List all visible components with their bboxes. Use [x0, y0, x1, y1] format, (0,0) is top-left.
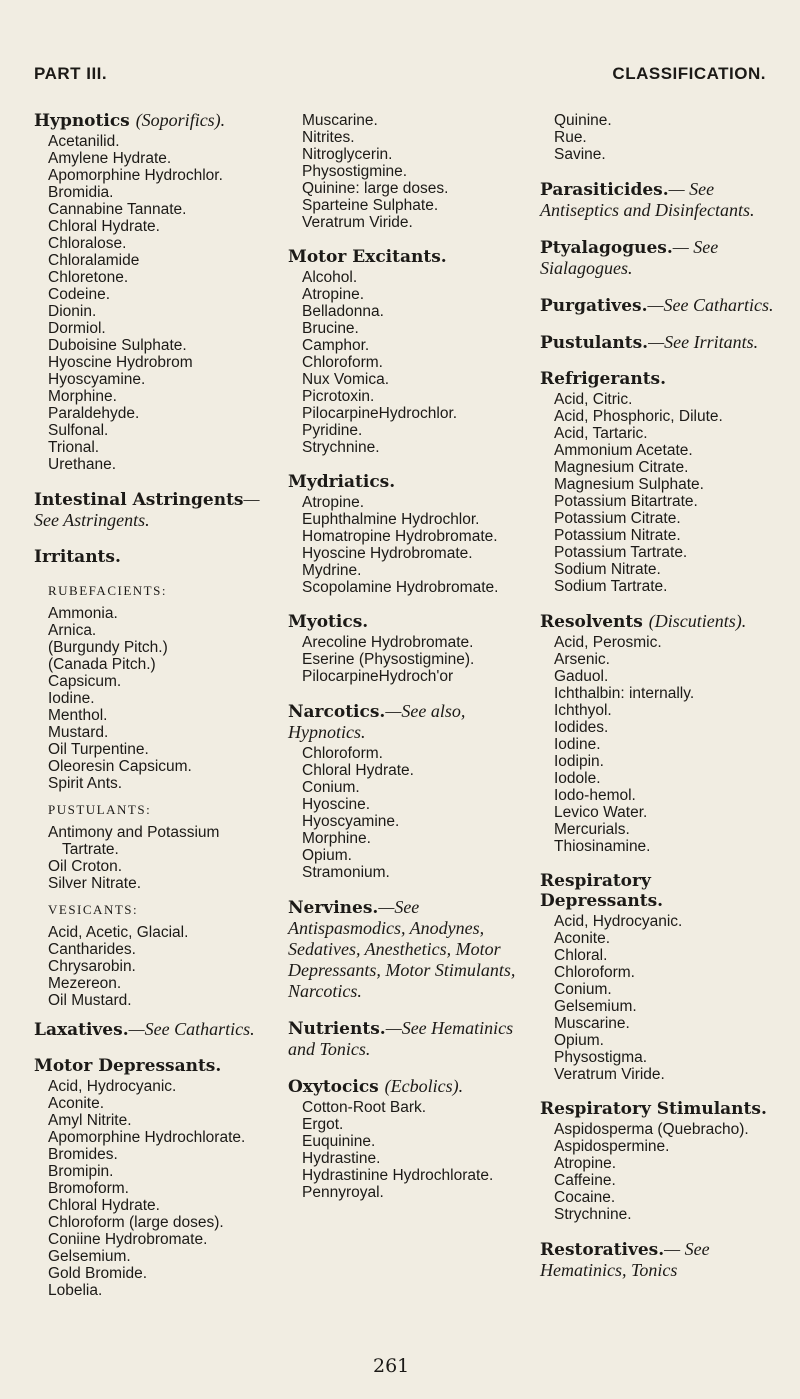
heading-title: Narcotics. — [288, 702, 386, 722]
list-item: Conium. — [302, 779, 360, 796]
index-section — [34, 802, 274, 892]
list-item: Mezereon. — [48, 975, 122, 992]
cross-reference: —See also, Hypnotics. — [288, 701, 466, 742]
list-item: Dormiol. — [48, 320, 106, 337]
heading-title: Parasiticides. — [540, 180, 669, 200]
list-item: Lobelia. — [48, 1282, 103, 1299]
section-heading — [288, 472, 526, 492]
list-item: Physostigma. — [554, 1049, 648, 1066]
heading-title: Nervines. — [288, 898, 379, 918]
cross-reference: (Discutients). — [648, 611, 747, 631]
list-item: Sodium Tartrate. — [554, 578, 668, 595]
subheading: VESICANTS: — [48, 902, 139, 917]
list-item: Gelsemium. — [554, 998, 637, 1015]
index-section — [288, 701, 526, 881]
list-item: Magnesium Citrate. — [554, 459, 689, 476]
section-heading — [288, 897, 526, 1002]
index-section — [540, 295, 778, 316]
list-item: Potassium Citrate. — [554, 510, 681, 527]
part-header: PART III. — [34, 64, 108, 83]
list-item: Aconite. — [48, 1095, 105, 1112]
list-item: Chloroform. — [302, 354, 383, 371]
list-item: Chloralose. — [48, 235, 127, 252]
list-item: Thiosinamine. — [554, 838, 651, 855]
list-item: Chloralamide — [48, 252, 140, 269]
item-list — [288, 494, 526, 596]
list-item: Cocaine. — [554, 1189, 616, 1206]
item-list — [540, 391, 778, 595]
index-section — [540, 871, 778, 1083]
list-item: Silver Nitrate. — [48, 875, 142, 892]
heading-title: Motor Depressants. — [34, 1056, 222, 1076]
item-list — [34, 924, 274, 1009]
cross-reference: —See Hematinics and Tonics. — [288, 1018, 514, 1059]
list-item: Rue. — [554, 129, 587, 146]
index-section — [288, 1018, 526, 1060]
list-item: Sulfonal. — [48, 422, 109, 439]
list-item: Magnesium Sulphate. — [554, 476, 704, 493]
list-item: Hyoscyamine. — [48, 371, 146, 388]
index-section — [34, 583, 274, 792]
list-item: Gaduol. — [554, 668, 609, 685]
list-item: Hydrastinine Hydrochlorate. — [302, 1167, 494, 1184]
heading-title: Mydriatics. — [288, 472, 396, 492]
list-item: Scopolamine Hydrobromate. — [302, 579, 499, 596]
list-item: Chloral Hydrate. — [302, 762, 414, 779]
list-item: Hyoscyamine. — [302, 813, 400, 830]
cross-reference: (Ecbolics). — [384, 1076, 464, 1096]
heading-title: Laxatives. — [34, 1020, 129, 1040]
subheading: PUSTULANTS: — [48, 802, 152, 817]
cross-reference: —See Cathartics. — [128, 1019, 255, 1039]
cross-reference: —See Irritants. — [648, 332, 759, 352]
list-item: Chloral. — [554, 947, 608, 964]
heading-title: Hypnotics — [34, 111, 136, 131]
list-item: Euphthalmine Hydrochlor. — [302, 511, 480, 528]
list-item: Antimony and Potassium Tartrate. — [48, 824, 220, 858]
list-item: Cannabine Tannate. — [48, 201, 187, 218]
list-item: Mustard. — [48, 724, 109, 741]
section-heading — [34, 547, 274, 567]
column-1 — [34, 110, 274, 1315]
list-item: Morphine. — [48, 388, 117, 405]
index-section — [540, 1239, 778, 1281]
index-section — [288, 897, 526, 1002]
item-list — [288, 745, 526, 881]
column-2 — [288, 110, 526, 1315]
section-heading — [540, 1239, 778, 1281]
list-item: Acid, Tartaric. — [554, 425, 648, 442]
list-item: Potassium Nitrate. — [554, 527, 681, 544]
index-section — [540, 369, 778, 595]
heading-title: Respiratory Depressants. — [540, 871, 664, 911]
list-item: Morphine. — [302, 830, 371, 847]
list-item: Conium. — [554, 981, 612, 998]
list-item: Veratrum Viride. — [554, 1066, 665, 1083]
list-item: Codeine. — [48, 286, 111, 303]
list-item: Hyoscine. — [302, 796, 371, 813]
index-section — [288, 112, 526, 231]
list-item: Bromoform. — [48, 1180, 129, 1197]
heading-title: Respiratory Stimulants. — [540, 1099, 767, 1119]
list-item: Atropine. — [554, 1155, 617, 1172]
index-section — [34, 902, 274, 1009]
list-item: Hyoscine Hydrobromate. — [302, 545, 473, 562]
section-heading — [34, 1056, 274, 1076]
cross-reference: —See Antispasmodics, Anodynes, Sedatives, Anesthetics, Motor Depressants, Motor Stimulants, Narcotics. — [288, 897, 516, 1001]
list-item: Euquinine. — [302, 1133, 376, 1150]
list-item: Quinine. — [554, 112, 612, 129]
list-item: Duboisine Sulphate. — [48, 337, 187, 354]
index-section — [288, 612, 526, 685]
heading-title: Nutrients. — [288, 1019, 386, 1039]
list-item: Apomorphine Hydrochlor. — [48, 167, 223, 184]
list-item: Potassium Bitartrate. — [554, 493, 698, 510]
list-item: Physostigmine. — [302, 163, 408, 180]
list-item: Opium. — [302, 847, 352, 864]
list-item: Nux Vomica. — [302, 371, 390, 388]
list-item: Hydrastine. — [302, 1150, 381, 1167]
index-section — [288, 472, 526, 596]
heading-title: Myotics. — [288, 612, 369, 632]
list-item: Caffeine. — [554, 1172, 616, 1189]
list-item: Atropine. — [302, 286, 365, 303]
list-item: Aspidosperma (Quebracho). — [554, 1121, 749, 1138]
index-section — [540, 332, 778, 353]
list-item: Gold Bromide. — [48, 1265, 148, 1282]
heading-title: Motor Excitants. — [288, 247, 447, 267]
list-item: Bromides. — [48, 1146, 118, 1163]
section-heading — [288, 247, 526, 267]
list-item: Ammonia. — [48, 605, 118, 622]
page-number: 261 — [373, 1355, 410, 1377]
list-item: Oil Turpentine. — [48, 741, 149, 758]
section-heading — [34, 110, 274, 131]
list-item: Picrotoxin. — [302, 388, 375, 405]
list-item: Apomorphine Hydrochlorate. — [48, 1129, 246, 1146]
list-item: Trional. — [48, 439, 100, 456]
section-heading — [540, 611, 778, 632]
item-list — [288, 1099, 526, 1201]
list-item: Acid, Phosphoric, Dilute. — [554, 408, 723, 425]
item-list — [288, 634, 526, 685]
cross-reference: — See Antiseptics and Disinfectants. — [540, 179, 755, 220]
running-head — [34, 64, 766, 84]
section-heading — [288, 701, 526, 743]
list-item: Pennyroyal. — [302, 1184, 384, 1201]
index-section — [34, 547, 274, 567]
column-3 — [540, 110, 778, 1315]
list-item: Ammonium Acetate. — [554, 442, 693, 459]
list-item: Brucine. — [302, 320, 359, 337]
list-item: Dionin. — [48, 303, 97, 320]
list-item: Bromidia. — [48, 184, 114, 201]
section-heading — [288, 1018, 526, 1060]
list-item: Chloroform. — [302, 745, 383, 762]
index-columns — [34, 110, 778, 1315]
cross-reference: — See Hematinics, Tonics — [540, 1239, 710, 1280]
heading-title: Refrigerants. — [540, 369, 667, 389]
section-heading — [540, 295, 778, 316]
index-section — [34, 1056, 274, 1299]
index-section — [540, 112, 778, 163]
list-item: Acid, Perosmic. — [554, 634, 662, 651]
list-item: Strychnine. — [302, 439, 380, 456]
cross-reference: —See Cathartics. — [647, 295, 774, 315]
list-item: Iodides. — [554, 719, 609, 736]
index-section — [540, 1099, 778, 1223]
index-section — [540, 179, 778, 221]
item-list — [540, 913, 778, 1083]
list-item: Cantharides. — [48, 941, 136, 958]
list-item: (Burgundy Pitch.) — [48, 639, 168, 656]
section-heading — [288, 1076, 526, 1097]
list-item: Nitrites. — [302, 129, 355, 146]
list-item: Bromipin. — [48, 1163, 114, 1180]
list-item: Arnica. — [48, 622, 97, 639]
list-item: Sparteine Sulphate. — [302, 197, 439, 214]
item-list — [540, 112, 778, 163]
list-item: Urethane. — [48, 456, 117, 473]
list-item: Ergot. — [302, 1116, 344, 1133]
list-item: Menthol. — [48, 707, 108, 724]
list-item: Iodo-hemol. — [554, 787, 636, 804]
list-item: Acid, Hydrocyanic. — [554, 913, 683, 930]
list-item: Iodipin. — [554, 753, 604, 770]
list-item: Atropine. — [302, 494, 365, 511]
list-item: Gelsemium. — [48, 1248, 131, 1265]
heading-title: Purgatives. — [540, 296, 648, 316]
list-item: Iodine. — [554, 736, 601, 753]
item-list — [540, 1121, 778, 1223]
heading-title: Irritants. — [34, 547, 121, 567]
item-list — [34, 605, 274, 792]
cross-reference: —See Astringents. — [34, 489, 260, 530]
list-item: Strychnine. — [554, 1206, 632, 1223]
list-item: Savine. — [554, 146, 606, 163]
subheading: RUBEFACIENTS: — [48, 583, 167, 598]
list-item: Camphor. — [302, 337, 370, 354]
list-item: Mercurials. — [554, 821, 630, 838]
list-item: Chloretone. — [48, 269, 129, 286]
list-item: Oil Mustard. — [48, 992, 132, 1009]
list-item: Iodine. — [48, 690, 95, 707]
list-item: Chloroform (large doses). — [48, 1214, 224, 1231]
list-item: Homatropine Hydrobromate. — [302, 528, 498, 545]
list-item: Aspidospermine. — [554, 1138, 670, 1155]
item-list — [34, 824, 274, 892]
index-section — [540, 611, 778, 855]
list-item: Potassium Tartrate. — [554, 544, 688, 561]
classification-header: CLASSIFICATION. — [612, 64, 766, 83]
list-item: Levico Water. — [554, 804, 648, 821]
list-item: Cotton-Root Bark. — [302, 1099, 427, 1116]
list-item: Coniine Hydrobromate. — [48, 1231, 208, 1248]
list-item: Stramonium. — [302, 864, 390, 881]
index-section — [288, 247, 526, 456]
list-item: Acid, Citric. — [554, 391, 633, 408]
list-item: Eserine (Physostigmine). — [302, 651, 475, 668]
heading-title: Pustulants. — [540, 333, 649, 353]
index-section — [288, 1076, 526, 1201]
list-item: Oil Croton. — [48, 858, 123, 875]
list-item: Aconite. — [554, 930, 611, 947]
list-item: Chloroform. — [554, 964, 635, 981]
list-item: PilocarpineHydroch'or — [302, 668, 454, 685]
list-item: Chrysarobin. — [48, 958, 136, 975]
index-section — [34, 110, 274, 473]
list-item: Capsicum. — [48, 673, 122, 690]
list-item: Acetanilid. — [48, 133, 120, 150]
list-item: Acid, Hydrocyanic. — [48, 1078, 177, 1095]
list-item: Amylene Hydrate. — [48, 150, 172, 167]
list-item: Opium. — [554, 1032, 604, 1049]
cross-reference: — See Sialagogues. — [540, 237, 719, 278]
list-item: Acid, Acetic, Glacial. — [48, 924, 189, 941]
section-heading — [34, 1019, 274, 1040]
section-heading — [540, 179, 778, 221]
heading-title: Ptyalagogues. — [540, 238, 673, 258]
list-item: Veratrum Viride. — [302, 214, 413, 231]
list-item: (Canada Pitch.) — [48, 656, 156, 673]
list-item: Spirit Ants. — [48, 775, 123, 792]
index-section — [34, 1019, 274, 1040]
item-list — [34, 133, 274, 473]
section-heading — [540, 1099, 778, 1119]
list-item: Hyoscine Hydrobrom — [48, 354, 193, 371]
section-heading — [540, 369, 778, 389]
list-item: Belladonna. — [302, 303, 384, 320]
list-item: Arsenic. — [554, 651, 610, 668]
list-item: Pyridine. — [302, 422, 363, 439]
section-heading — [540, 237, 778, 279]
item-list — [540, 634, 778, 855]
list-item: Chloral Hydrate. — [48, 218, 160, 235]
item-list — [288, 112, 526, 231]
item-list — [288, 269, 526, 456]
index-section — [34, 489, 274, 531]
section-heading — [540, 871, 778, 911]
list-item: Alcohol. — [302, 269, 358, 286]
list-item: Muscarine. — [554, 1015, 630, 1032]
list-item: Chloral Hydrate. — [48, 1197, 160, 1214]
item-list — [34, 1078, 274, 1299]
list-item: Nitroglycerin. — [302, 146, 393, 163]
index-section — [540, 237, 778, 279]
section-heading — [288, 612, 526, 632]
list-item: Ichthalbin: internally. — [554, 685, 695, 702]
section-heading — [34, 489, 274, 531]
section-heading — [540, 332, 778, 353]
heading-title: Intestinal Astringents — [34, 490, 244, 510]
list-item: Ichthyol. — [554, 702, 612, 719]
list-item: PilocarpineHydrochlor. — [302, 405, 458, 422]
heading-title: Oxytocics — [288, 1077, 385, 1097]
list-item: Iodole. — [554, 770, 601, 787]
heading-title: Restoratives. — [540, 1240, 665, 1260]
list-item: Arecoline Hydrobromate. — [302, 634, 474, 651]
list-item: Paraldehyde. — [48, 405, 140, 422]
cross-reference: (Soporifics). — [135, 110, 226, 130]
list-item: Muscarine. — [302, 112, 378, 129]
heading-title: Resolvents — [540, 612, 649, 632]
list-item: Mydrine. — [302, 562, 362, 579]
list-item: Amyl Nitrite. — [48, 1112, 132, 1129]
list-item: Oleoresin Capsicum. — [48, 758, 192, 775]
list-item: Quinine: large doses. — [302, 180, 449, 197]
list-item: Sodium Nitrate. — [554, 561, 661, 578]
